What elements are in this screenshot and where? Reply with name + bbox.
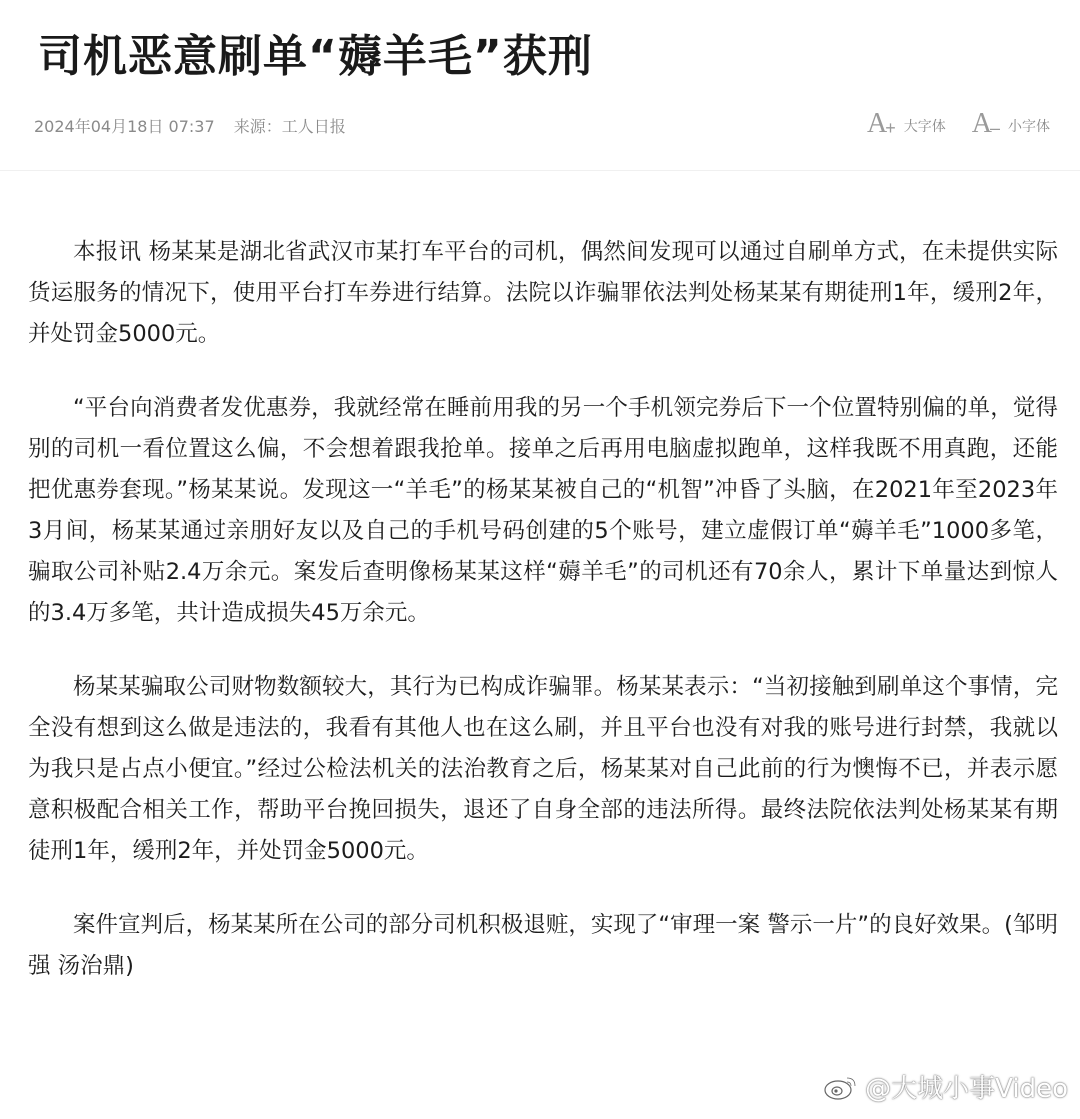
weibo-watermark <box>823 1068 1068 1105</box>
font-size-controls <box>867 110 1050 142</box>
font-decrease-icon: $A_-$ <box>971 108 1000 139</box>
paragraph: 案件宣判后，杨某某所在公司的部分司机积极退赃，实现了“审理一案 警示一片”的良好效果。(邹明强 汤治鼎) <box>28 912 1058 979</box>
article-source: 来源：工人日报 <box>233 117 346 136</box>
paragraph: “平台向消费者发优惠券，我就经常在睡前用我的另一个手机领完券后下一个位置特别偏的单，觉得别的司机一看位置这么偏，不会想着跟我抢单。接单之后再用电脑虚拟跑单，这样我既不用真跑，还能把优惠券套现。”杨某某说。发现这一“羊毛”的杨某某被自己的“机智”冲昏了头脑，在2021年至2023年3月间，杨某某通过亲朋好友以及自己的手机号码创建的5个账号，建立虚假订单“薅羊毛”1000多笔，骗取公司补贴2.4万余元。案发后查明像杨某某这样“薅羊毛”的司机还有70余人，累计下单量达到惊人的3.4万多笔，共计造成损失45万余元。 <box>28 395 1058 626</box>
weibo-icon <box>823 1073 859 1101</box>
article-meta <box>0 102 1080 146</box>
article-title: 司机恶意刷单“薅羊毛”获刑 <box>38 31 593 82</box>
larger-font-button[interactable] <box>867 110 946 142</box>
paragraph: 本报讯 杨某某是湖北省武汉市某打车平台的司机，偶然间发现可以通过自刷单方式，在未提供实际货运服务的情况下，使用平台打车券进行结算。法院以诈骗罪依法判处杨某某有期徒刑1年，缓刑2年，并处罚金5000元。 <box>28 239 1058 347</box>
publish-datetime: 2024年04月18日 07:37 <box>34 117 215 136</box>
header-divider <box>0 170 1080 171</box>
larger-font-label: 大字体 <box>903 119 946 135</box>
article-body <box>28 232 1058 1020</box>
smaller-font-label: 小字体 <box>1008 119 1050 135</box>
paragraph: 杨某某骗取公司财物数额较大，其行为已构成诈骗罪。杨某某表示：“当初接触到刷单这个事情，完全没有想到这么做是违法的，我看有其他人也在这么刷，并且平台也没有对我的账号进行封禁，我就以为我只是占点小便宜。”经过公检法机关的法治教育之后，杨某某对自己此前的行为懊悔不已，并表示愿意积极配合相关工作，帮助平台挽回损失，退还了自身全部的违法所得。最终法院依法判处杨某某有期徒刑1年，缓刑2年，并处罚金5000元。 <box>28 674 1058 864</box>
watermark-text: @大城小事Video <box>865 1074 1068 1104</box>
smaller-font-button[interactable] <box>972 110 1050 142</box>
font-increase-icon: $A_+$ <box>867 108 896 139</box>
meta-info <box>34 114 346 137</box>
